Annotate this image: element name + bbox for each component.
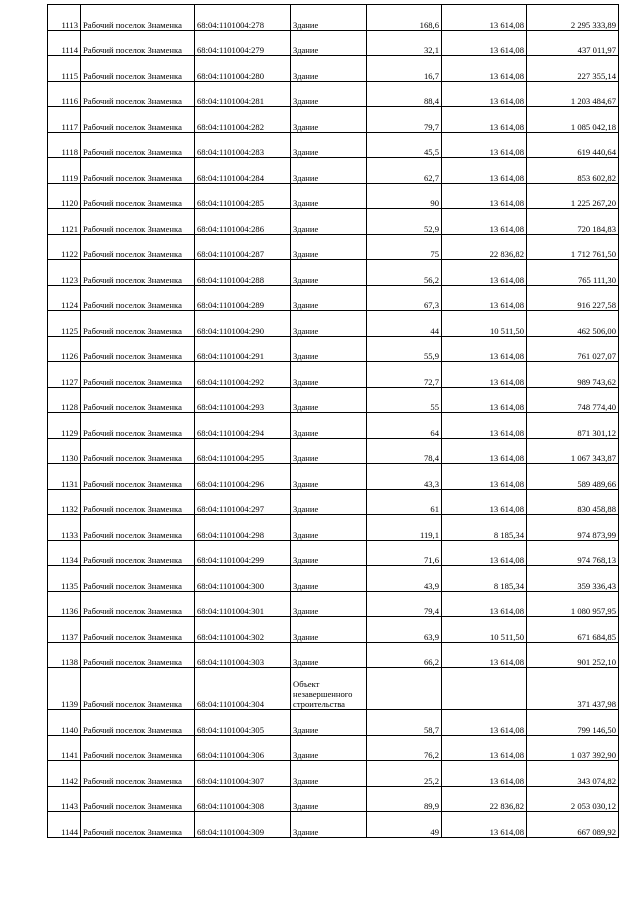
cadastral-value-cell: 830 458,88: [527, 489, 619, 515]
object-type-cell: Здание: [291, 285, 367, 311]
table-row: [48, 260, 619, 286]
object-type-cell: Здание: [291, 81, 367, 107]
row-number-cell: 1121: [48, 209, 81, 235]
data-sheet: [47, 4, 618, 838]
locality-cell: Рабочий поселок Знаменка: [81, 260, 195, 286]
cadastral-value-cell: 667 089,92: [527, 812, 619, 838]
table-row: [48, 183, 619, 209]
area-cell: 67,3: [367, 285, 442, 311]
table-row: [48, 56, 619, 82]
row-number-cell: 1131: [48, 464, 81, 490]
row-number-cell: 1135: [48, 566, 81, 592]
cadastral-number-cell: 68:04:1101004:294: [195, 413, 291, 439]
locality-cell: Рабочий поселок Знаменка: [81, 362, 195, 388]
table-row: [48, 30, 619, 56]
area-cell: 119,1: [367, 515, 442, 541]
cadastral-number-cell: 68:04:1101004:297: [195, 489, 291, 515]
object-type-cell: Здание: [291, 158, 367, 184]
cadastral-value-cell: 761 027,07: [527, 336, 619, 362]
unit-value-cell: 8 185,34: [442, 515, 527, 541]
unit-value-cell: 13 614,08: [442, 362, 527, 388]
area-cell: 25,2: [367, 761, 442, 787]
row-number-cell: 1122: [48, 234, 81, 260]
row-number-cell: 1115: [48, 56, 81, 82]
area-cell: 71,6: [367, 540, 442, 566]
table-row: [48, 591, 619, 617]
unit-value-cell: 13 614,08: [442, 132, 527, 158]
table-row: [48, 710, 619, 736]
cadastral-number-cell: 68:04:1101004:298: [195, 515, 291, 541]
cadastral-number-cell: 68:04:1101004:295: [195, 438, 291, 464]
cadastral-number-cell: 68:04:1101004:282: [195, 107, 291, 133]
locality-cell: Рабочий поселок Знаменка: [81, 515, 195, 541]
object-type-cell: Здание: [291, 56, 367, 82]
locality-cell: Рабочий поселок Знаменка: [81, 438, 195, 464]
area-cell: 16,7: [367, 56, 442, 82]
area-cell: 32,1: [367, 30, 442, 56]
object-type-cell: Здание: [291, 489, 367, 515]
locality-cell: Рабочий поселок Знаменка: [81, 413, 195, 439]
locality-cell: Рабочий поселок Знаменка: [81, 158, 195, 184]
unit-value-cell: 13 614,08: [442, 735, 527, 761]
unit-value-cell: 8 185,34: [442, 566, 527, 592]
area-cell: 79,7: [367, 107, 442, 133]
row-number-cell: 1140: [48, 710, 81, 736]
table-row: [48, 668, 619, 710]
unit-value-cell: 13 614,08: [442, 183, 527, 209]
table-row: [48, 515, 619, 541]
table-row: [48, 311, 619, 337]
locality-cell: Рабочий поселок Знаменка: [81, 285, 195, 311]
table-row: [48, 464, 619, 490]
unit-value-cell: 22 836,82: [442, 234, 527, 260]
cadastral-value-cell: 462 506,00: [527, 311, 619, 337]
object-type-cell: Здание: [291, 260, 367, 286]
object-type-cell: Здание: [291, 311, 367, 337]
unit-value-cell: 13 614,08: [442, 540, 527, 566]
area-cell: 89,9: [367, 786, 442, 812]
table-row: [48, 107, 619, 133]
table-row: [48, 642, 619, 668]
cadastral-value-cell: 799 146,50: [527, 710, 619, 736]
cadastral-value-cell: 1 085 042,18: [527, 107, 619, 133]
locality-cell: Рабочий поселок Знаменка: [81, 710, 195, 736]
object-type-cell: Здание: [291, 515, 367, 541]
table-body: [48, 5, 619, 838]
cadastral-value-cell: 1 067 343,87: [527, 438, 619, 464]
area-cell: 55: [367, 387, 442, 413]
cadastral-value-cell: 989 743,62: [527, 362, 619, 388]
row-number-cell: 1113: [48, 5, 81, 31]
locality-cell: Рабочий поселок Знаменка: [81, 668, 195, 710]
unit-value-cell: 13 614,08: [442, 260, 527, 286]
cadastral-value-cell: 748 774,40: [527, 387, 619, 413]
unit-value-cell: 13 614,08: [442, 30, 527, 56]
cadastral-number-cell: 68:04:1101004:281: [195, 81, 291, 107]
area-cell: 78,4: [367, 438, 442, 464]
row-number-cell: 1133: [48, 515, 81, 541]
object-type-cell: Здание: [291, 735, 367, 761]
cadastral-value-cell: 359 336,43: [527, 566, 619, 592]
table-row: [48, 812, 619, 838]
object-type-cell: Здание: [291, 5, 367, 31]
object-type-cell: Здание: [291, 617, 367, 643]
unit-value-cell: 13 614,08: [442, 489, 527, 515]
table-row: [48, 362, 619, 388]
row-number-cell: 1138: [48, 642, 81, 668]
unit-value-cell: 13 614,08: [442, 285, 527, 311]
cadastral-number-cell: 68:04:1101004:308: [195, 786, 291, 812]
row-number-cell: 1136: [48, 591, 81, 617]
cadastral-value-cell: 974 873,99: [527, 515, 619, 541]
cadastral-number-cell: 68:04:1101004:280: [195, 56, 291, 82]
unit-value-cell: 13 614,08: [442, 209, 527, 235]
object-type-cell: Здание: [291, 642, 367, 668]
row-number-cell: 1132: [48, 489, 81, 515]
object-type-cell: Здание: [291, 336, 367, 362]
row-number-cell: 1139: [48, 668, 81, 710]
cadastral-value-cell: 2 295 333,89: [527, 5, 619, 31]
table-row: [48, 285, 619, 311]
cadastral-value-cell: 371 437,98: [527, 668, 619, 710]
row-number-cell: 1129: [48, 413, 81, 439]
unit-value-cell: 10 511,50: [442, 617, 527, 643]
cadastral-number-cell: 68:04:1101004:305: [195, 710, 291, 736]
cadastral-number-cell: 68:04:1101004:304: [195, 668, 291, 710]
area-cell: 55,9: [367, 336, 442, 362]
row-number-cell: 1141: [48, 735, 81, 761]
object-type-cell: Здание: [291, 812, 367, 838]
unit-value-cell: 13 614,08: [442, 81, 527, 107]
row-number-cell: 1119: [48, 158, 81, 184]
object-type-cell: Здание: [291, 438, 367, 464]
unit-value-cell: [442, 668, 527, 710]
object-type-cell: Здание: [291, 761, 367, 787]
object-type-cell: Здание: [291, 30, 367, 56]
cadastral-value-cell: 2 053 030,12: [527, 786, 619, 812]
locality-cell: Рабочий поселок Знаменка: [81, 132, 195, 158]
unit-value-cell: 13 614,08: [442, 56, 527, 82]
row-number-cell: 1130: [48, 438, 81, 464]
table-row: [48, 81, 619, 107]
unit-value-cell: 13 614,08: [442, 761, 527, 787]
row-number-cell: 1118: [48, 132, 81, 158]
unit-value-cell: 13 614,08: [442, 464, 527, 490]
cadastral-number-cell: 68:04:1101004:288: [195, 260, 291, 286]
table-row: [48, 336, 619, 362]
cadastral-value-cell: 671 684,85: [527, 617, 619, 643]
unit-value-cell: 13 614,08: [442, 158, 527, 184]
cadastral-value-cell: 619 440,64: [527, 132, 619, 158]
table-row: [48, 158, 619, 184]
row-number-cell: 1124: [48, 285, 81, 311]
locality-cell: Рабочий поселок Знаменка: [81, 107, 195, 133]
cadastral-number-cell: 68:04:1101004:279: [195, 30, 291, 56]
locality-cell: Рабочий поселок Знаменка: [81, 566, 195, 592]
object-type-cell: Здание: [291, 710, 367, 736]
area-cell: 56,2: [367, 260, 442, 286]
row-number-cell: 1123: [48, 260, 81, 286]
area-cell: 64: [367, 413, 442, 439]
object-type-cell: Здание: [291, 132, 367, 158]
cadastral-number-cell: 68:04:1101004:293: [195, 387, 291, 413]
cadastral-number-cell: 68:04:1101004:278: [195, 5, 291, 31]
row-number-cell: 1144: [48, 812, 81, 838]
unit-value-cell: 13 614,08: [442, 812, 527, 838]
cadastral-value-cell: 1 712 761,50: [527, 234, 619, 260]
area-cell: [367, 668, 442, 710]
unit-value-cell: 13 614,08: [442, 387, 527, 413]
locality-cell: Рабочий поселок Знаменка: [81, 56, 195, 82]
cadastral-value-cell: 871 301,12: [527, 413, 619, 439]
locality-cell: Рабочий поселок Знаменка: [81, 735, 195, 761]
locality-cell: Рабочий поселок Знаменка: [81, 209, 195, 235]
table-row: [48, 234, 619, 260]
cadastral-value-cell: 1 037 392,90: [527, 735, 619, 761]
unit-value-cell: 13 614,08: [442, 642, 527, 668]
object-type-cell: Здание: [291, 362, 367, 388]
area-cell: 45,5: [367, 132, 442, 158]
row-number-cell: 1134: [48, 540, 81, 566]
row-number-cell: 1127: [48, 362, 81, 388]
cadastral-value-cell: 901 252,10: [527, 642, 619, 668]
cadastral-number-cell: 68:04:1101004:290: [195, 311, 291, 337]
area-cell: 76,2: [367, 735, 442, 761]
area-cell: 168,6: [367, 5, 442, 31]
cadastral-value-cell: 343 074,82: [527, 761, 619, 787]
cadastral-number-cell: 68:04:1101004:285: [195, 183, 291, 209]
cadastral-number-cell: 68:04:1101004:302: [195, 617, 291, 643]
area-cell: 72,7: [367, 362, 442, 388]
cadastral-number-cell: 68:04:1101004:287: [195, 234, 291, 260]
object-type-cell: Здание: [291, 591, 367, 617]
cadastral-number-cell: 68:04:1101004:286: [195, 209, 291, 235]
row-number-cell: 1126: [48, 336, 81, 362]
cadastral-number-cell: 68:04:1101004:283: [195, 132, 291, 158]
table-row: [48, 617, 619, 643]
area-cell: 75: [367, 234, 442, 260]
locality-cell: Рабочий поселок Знаменка: [81, 617, 195, 643]
locality-cell: Рабочий поселок Знаменка: [81, 786, 195, 812]
table-row: [48, 413, 619, 439]
unit-value-cell: 13 614,08: [442, 591, 527, 617]
area-cell: 66,2: [367, 642, 442, 668]
object-type-cell: Здание: [291, 107, 367, 133]
row-number-cell: 1142: [48, 761, 81, 787]
cadastral-value-cell: 853 602,82: [527, 158, 619, 184]
unit-value-cell: 13 614,08: [442, 5, 527, 31]
locality-cell: Рабочий поселок Знаменка: [81, 464, 195, 490]
table-row: [48, 540, 619, 566]
cadastral-number-cell: 68:04:1101004:296: [195, 464, 291, 490]
locality-cell: Рабочий поселок Знаменка: [81, 489, 195, 515]
object-type-cell: Здание: [291, 786, 367, 812]
table-row: [48, 5, 619, 31]
table-row: [48, 438, 619, 464]
area-cell: 61: [367, 489, 442, 515]
cadastral-value-cell: 720 184,83: [527, 209, 619, 235]
row-number-cell: 1143: [48, 786, 81, 812]
unit-value-cell: 13 614,08: [442, 710, 527, 736]
unit-value-cell: 10 511,50: [442, 311, 527, 337]
object-type-cell: Здание: [291, 387, 367, 413]
table-row: [48, 786, 619, 812]
cadastral-number-cell: 68:04:1101004:307: [195, 761, 291, 787]
property-table: [47, 4, 619, 838]
row-number-cell: 1137: [48, 617, 81, 643]
locality-cell: Рабочий поселок Знаменка: [81, 183, 195, 209]
locality-cell: Рабочий поселок Знаменка: [81, 336, 195, 362]
cadastral-number-cell: 68:04:1101004:292: [195, 362, 291, 388]
cadastral-value-cell: 437 011,97: [527, 30, 619, 56]
area-cell: 49: [367, 812, 442, 838]
cadastral-value-cell: 227 355,14: [527, 56, 619, 82]
row-number-cell: 1114: [48, 30, 81, 56]
row-number-cell: 1128: [48, 387, 81, 413]
area-cell: 58,7: [367, 710, 442, 736]
cadastral-number-cell: 68:04:1101004:289: [195, 285, 291, 311]
area-cell: 62,7: [367, 158, 442, 184]
unit-value-cell: 13 614,08: [442, 438, 527, 464]
area-cell: 88,4: [367, 81, 442, 107]
cadastral-value-cell: 974 768,13: [527, 540, 619, 566]
unit-value-cell: 22 836,82: [442, 786, 527, 812]
area-cell: 44: [367, 311, 442, 337]
table-row: [48, 761, 619, 787]
area-cell: 63,9: [367, 617, 442, 643]
table-row: [48, 489, 619, 515]
table-row: [48, 209, 619, 235]
table-row: [48, 566, 619, 592]
cadastral-value-cell: 916 227,58: [527, 285, 619, 311]
cadastral-number-cell: 68:04:1101004:306: [195, 735, 291, 761]
cadastral-number-cell: 68:04:1101004:284: [195, 158, 291, 184]
cadastral-number-cell: 68:04:1101004:301: [195, 591, 291, 617]
object-type-cell: Здание: [291, 183, 367, 209]
locality-cell: Рабочий поселок Знаменка: [81, 642, 195, 668]
cadastral-number-cell: 68:04:1101004:309: [195, 812, 291, 838]
locality-cell: Рабочий поселок Знаменка: [81, 311, 195, 337]
locality-cell: Рабочий поселок Знаменка: [81, 387, 195, 413]
object-type-cell: Здание: [291, 209, 367, 235]
table-row: [48, 132, 619, 158]
object-type-cell: Здание: [291, 540, 367, 566]
cadastral-number-cell: 68:04:1101004:299: [195, 540, 291, 566]
area-cell: 79,4: [367, 591, 442, 617]
cadastral-number-cell: 68:04:1101004:291: [195, 336, 291, 362]
unit-value-cell: 13 614,08: [442, 413, 527, 439]
unit-value-cell: 13 614,08: [442, 107, 527, 133]
cadastral-number-cell: 68:04:1101004:300: [195, 566, 291, 592]
row-number-cell: 1116: [48, 81, 81, 107]
unit-value-cell: 13 614,08: [442, 336, 527, 362]
row-number-cell: 1125: [48, 311, 81, 337]
object-type-cell: Здание: [291, 234, 367, 260]
locality-cell: Рабочий поселок Знаменка: [81, 234, 195, 260]
locality-cell: Рабочий поселок Знаменка: [81, 761, 195, 787]
object-type-cell: Здание: [291, 413, 367, 439]
cadastral-number-cell: 68:04:1101004:303: [195, 642, 291, 668]
cadastral-value-cell: 1 080 957,95: [527, 591, 619, 617]
locality-cell: Рабочий поселок Знаменка: [81, 591, 195, 617]
locality-cell: Рабочий поселок Знаменка: [81, 81, 195, 107]
cadastral-value-cell: 765 111,30: [527, 260, 619, 286]
locality-cell: Рабочий поселок Знаменка: [81, 540, 195, 566]
area-cell: 43,3: [367, 464, 442, 490]
locality-cell: Рабочий поселок Знаменка: [81, 5, 195, 31]
cadastral-value-cell: 589 489,66: [527, 464, 619, 490]
cadastral-value-cell: 1 225 267,20: [527, 183, 619, 209]
table-row: [48, 387, 619, 413]
row-number-cell: 1117: [48, 107, 81, 133]
area-cell: 52,9: [367, 209, 442, 235]
object-type-cell: Объект незавершенного строительства: [291, 668, 367, 710]
area-cell: 90: [367, 183, 442, 209]
locality-cell: Рабочий поселок Знаменка: [81, 812, 195, 838]
object-type-cell: Здание: [291, 566, 367, 592]
table-row: [48, 735, 619, 761]
object-type-cell: Здание: [291, 464, 367, 490]
locality-cell: Рабочий поселок Знаменка: [81, 30, 195, 56]
row-number-cell: 1120: [48, 183, 81, 209]
area-cell: 43,9: [367, 566, 442, 592]
cadastral-value-cell: 1 203 484,67: [527, 81, 619, 107]
